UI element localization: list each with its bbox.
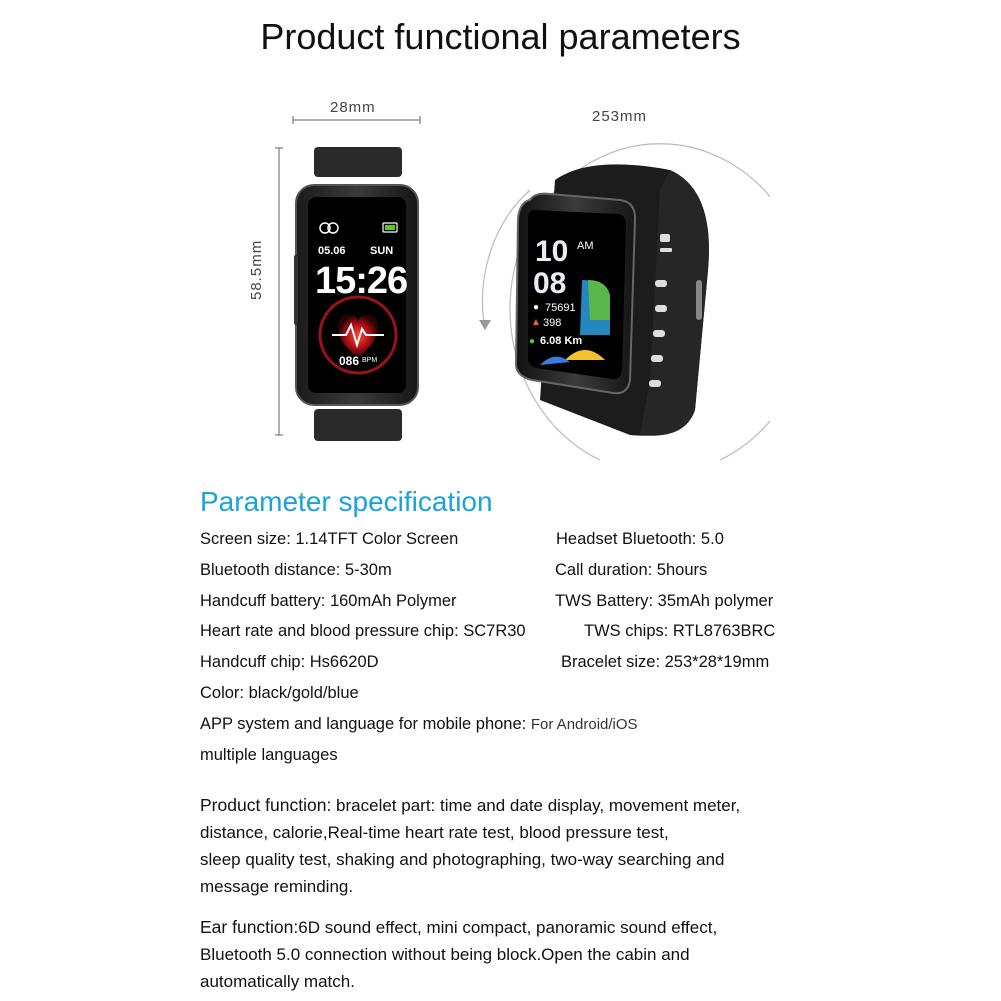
- front-screen-date: 05.06: [318, 245, 346, 257]
- spec-bluetooth-distance: Bluetooth distance: 5-30m: [200, 561, 392, 579]
- height-dimension-line: [272, 145, 286, 440]
- spec-handcuff-chip: Handcuff chip: Hs6620D: [200, 653, 379, 671]
- spec-bracelet-size: Bracelet size: 253*28*19mm: [561, 653, 770, 671]
- ear-function-paragraph: [200, 914, 840, 995]
- spec-languages: multiple languages: [200, 746, 338, 764]
- ear-function-line: 6D sound effect, mini compact, panoramic sound effect,: [298, 918, 718, 937]
- section-heading: Parameter specification: [200, 486, 493, 517]
- ear-function-line: Bluetooth 5.0 connection without being block.Open the cabin and: [200, 945, 690, 964]
- angled-watch-image: [470, 130, 770, 470]
- side-screen-calories: 398: [543, 317, 562, 329]
- product-function-paragraph: [200, 792, 840, 900]
- side-screen-distance: 6.08 Km: [540, 335, 583, 347]
- ear-function-head: Ear function:: [200, 917, 299, 937]
- product-function-head: Product function:: [200, 795, 332, 815]
- side-screen-calorie-icon: ▲: [531, 317, 541, 328]
- spec-app-value: For Android/iOS: [530, 716, 638, 733]
- side-screen-steps: 75691: [545, 302, 576, 314]
- spec-tws-battery: TWS Battery: 35mAh polymer: [555, 592, 774, 610]
- spec-app-row: [200, 715, 638, 734]
- side-screen-hour: 10: [535, 235, 569, 268]
- product-function-line: distance, calorie,Real-time heart rate test, blood pressure test,: [200, 823, 669, 842]
- front-screen-time: 15:26: [315, 260, 408, 302]
- front-screen-bpm-unit: BPM: [362, 357, 378, 364]
- side-screen-ampm: AM: [577, 240, 594, 252]
- product-function-line: message reminding.: [200, 877, 354, 896]
- product-function-line: sleep quality test, shaking and photographing, two-way searching and: [200, 850, 725, 869]
- spec-color: Color: black/gold/blue: [200, 684, 359, 702]
- spec-tws-chips: TWS chips: RTL8763BRC: [584, 622, 776, 640]
- spec-app-label: APP system and language for mobile phone:: [200, 715, 527, 733]
- length-dimension-label: 253mm: [592, 108, 648, 125]
- product-function-line: bracelet part: time and date display, movement meter,: [331, 796, 741, 815]
- spec-screen-size: Screen size: 1.14TFT Color Screen: [200, 530, 459, 548]
- ear-function-line: automatically match.: [200, 972, 355, 991]
- spec-heart-rate-chip: Heart rate and blood pressure chip: SC7R30: [200, 622, 526, 640]
- spec-call-duration: Call duration: 5hours: [555, 561, 708, 579]
- side-screen-minute: 08: [533, 267, 567, 300]
- front-screen-day: SUN: [370, 245, 394, 257]
- front-screen-bpm-value: 086: [339, 354, 360, 368]
- width-dimension-line: [290, 112, 425, 126]
- width-dimension-label: 28mm: [330, 99, 376, 116]
- height-dimension-label: 58.5mm: [248, 239, 265, 300]
- side-screen-steps-icon: ●: [533, 302, 540, 313]
- side-screen-location-icon: ●: [529, 336, 536, 347]
- page-title: Product functional parameters: [260, 16, 741, 57]
- spec-handcuff-battery: Handcuff battery: 160mAh Polymer: [200, 592, 457, 610]
- spec-headset-bluetooth: Headset Bluetooth: 5.0: [556, 530, 724, 548]
